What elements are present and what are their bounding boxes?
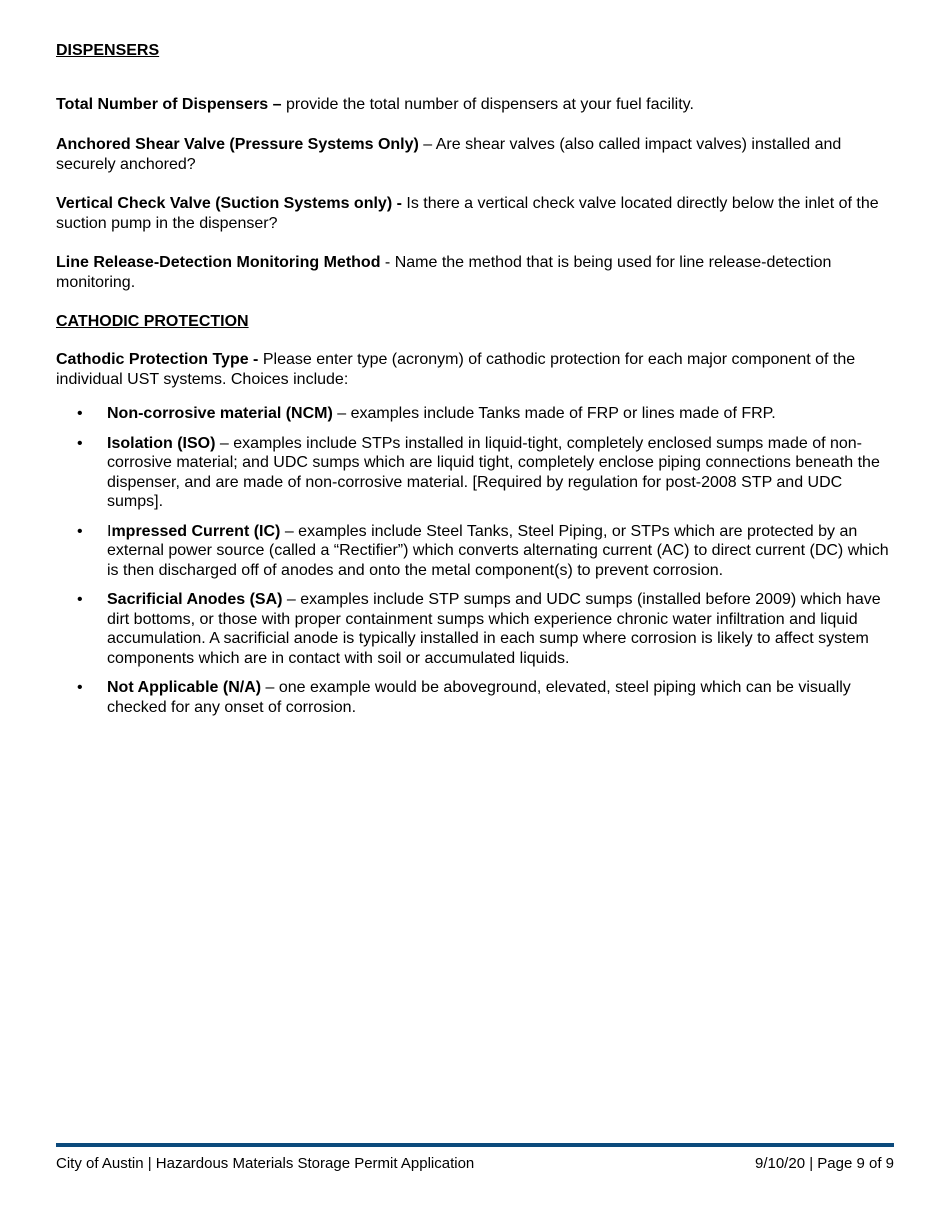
term-label: Vertical Check Valve (Suction Systems only) -	[56, 195, 402, 212]
paragraph-total-dispensers	[56, 95, 896, 115]
term-text: Is there a vertical check valve located directly below the inlet of the suction pump in the dispenser?	[56, 195, 879, 232]
term-text: Please enter type (acronym) of cathodic protection for each major component of the individual UST systems. Choices include:	[56, 351, 856, 388]
paragraph-cathodic-protection-type	[56, 350, 896, 389]
list-item-ic	[56, 522, 896, 581]
term-text: - Name the method that is being used for line release-detection monitoring.	[56, 254, 832, 291]
list-item-iso	[56, 434, 896, 512]
paragraph-line-release-detection	[56, 253, 896, 292]
term-text: – Are shear valves (also called impact valves) installed and securely anchored?	[56, 136, 842, 173]
list-item-ncm	[56, 404, 896, 424]
bullet-icon: •	[77, 405, 83, 422]
list-item-na	[56, 678, 896, 717]
choice-text: – examples include STP sumps and UDC sumps (installed before 2009) which have dirt bottoms, or those with proper containment sumps which experience chronic water infiltration and liquid accumulation. A sacrificial anode is typically installed in each sump where corrosion is likely to affect system components which are in contact with soil or accumulated liquids.	[107, 591, 881, 667]
section-heading-dispensers: DISPENSERS	[56, 42, 160, 59]
choice-prefix: I	[107, 522, 112, 540]
choice-text: – one example would be aboveground, elevated, steel piping which can be visually checked for any onset of corrosion.	[107, 679, 851, 716]
choice-label: Not Applicable (N/A)	[107, 679, 262, 696]
bullet-icon: •	[77, 679, 83, 696]
term-label: Line Release-Detection Monitoring Method	[56, 254, 381, 271]
choice-text: – examples include Steel Tanks, Steel Piping, or STPs which are protected by an external power source (called a “Rectifier”) which converts alternating current (AC) to direct current (DC) which is then discharged off of anodes and onto the metal component(s) to prevent corrosion.	[107, 522, 889, 579]
term-label: Total Number of Dispensers –	[56, 96, 282, 113]
bullet-icon: •	[77, 591, 83, 608]
choice-label: Isolation (ISO)	[107, 434, 216, 452]
list-item-sa	[56, 590, 896, 668]
term-text: provide the total number of dispensers at your fuel facility.	[281, 96, 694, 113]
cathodic-choices-list	[56, 404, 896, 727]
paragraph-anchored-shear-valve	[56, 135, 896, 174]
choice-text: – examples include STPs installed in liquid-tight, completely enclosed sumps made of non-corrosive material; and UDC sumps which are liquid tight, completely enclose piping connections beneath the dispenser, and are made of non-corrosive material. [Required by regulation for post-2008 STP and UDC sumps].	[107, 434, 880, 510]
footer-title: City of Austin | Hazardous Materials Storage Permit Application	[56, 1155, 475, 1172]
choice-label: mpressed Current (IC)	[111, 522, 281, 540]
choice-text: – examples include Tanks made of FRP or lines made of FRP.	[332, 405, 776, 422]
paragraph-vertical-check-valve	[56, 194, 896, 233]
footer-page-info: 9/10/20 | Page 9 of 9	[754, 1155, 894, 1172]
term-label: Cathodic Protection Type -	[56, 351, 259, 368]
term-label: Anchored Shear Valve (Pressure Systems Only)	[56, 136, 419, 153]
bullet-icon: •	[77, 522, 83, 540]
bullet-icon: •	[77, 434, 83, 452]
choice-label: Sacrificial Anodes (SA)	[107, 591, 283, 608]
section-heading-cathodic-protection: CATHODIC PROTECTION	[56, 313, 249, 330]
choice-label: Non-corrosive material (NCM)	[107, 405, 333, 422]
footer-divider	[56, 1143, 894, 1147]
